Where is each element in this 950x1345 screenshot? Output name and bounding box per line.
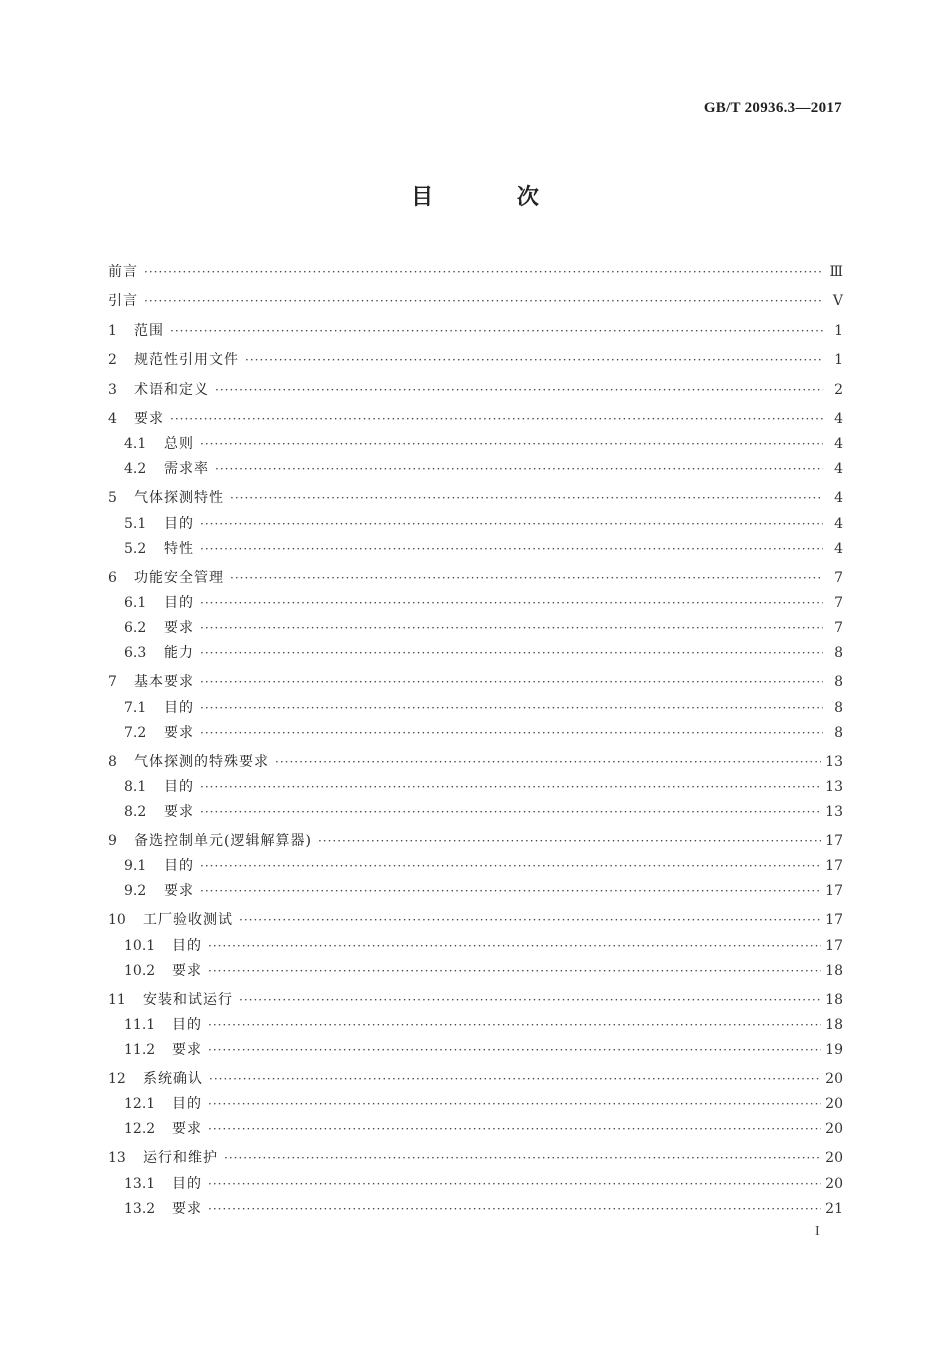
- toc-entry-label: 目的: [164, 778, 194, 795]
- toc-entry-page: 17: [825, 937, 843, 954]
- toc-entry-label: 目的: [172, 1096, 202, 1113]
- dot-leader: [200, 514, 823, 534]
- toc-entry-number: 1: [108, 322, 117, 339]
- toc-entry-page: 8: [834, 724, 843, 741]
- page-title: 目 次: [411, 185, 577, 210]
- toc-entry-label: 要求: [164, 724, 194, 741]
- toc-entry-label: 前言: [108, 264, 138, 280]
- toc-entry-page: 17: [825, 912, 843, 929]
- toc-entry-number: 13.2: [124, 1200, 156, 1217]
- toc-entry[interactable]: [108, 698, 843, 723]
- toc-entry[interactable]: [108, 1174, 843, 1199]
- toc-entry-number: 4: [108, 410, 117, 427]
- toc-entry-number: 6.2: [124, 620, 147, 637]
- toc-entry-number: 2: [108, 352, 117, 369]
- toc-entry-label: 范围: [134, 322, 164, 339]
- toc-entry-number: 7.2: [124, 724, 147, 741]
- dot-leader: [200, 672, 823, 692]
- toc-entry-number: 8.1: [124, 778, 147, 795]
- dot-leader: [239, 990, 821, 1010]
- toc-entry[interactable]: [108, 961, 843, 986]
- toc-entry[interactable]: [108, 317, 843, 346]
- toc-entry-label: 引言: [108, 293, 138, 310]
- dot-leader: [200, 856, 821, 876]
- toc-entry-number: 8.2: [124, 803, 147, 820]
- toc-entry-page: 13: [825, 803, 843, 820]
- dot-leader: [208, 961, 821, 981]
- toc-entry[interactable]: [108, 986, 843, 1015]
- toc-entry[interactable]: [108, 802, 843, 827]
- toc-entry[interactable]: [108, 1119, 843, 1144]
- toc-entry-label: 总则: [164, 436, 194, 453]
- toc-entry[interactable]: [108, 881, 843, 906]
- toc-entry-label: 运行和维护: [143, 1150, 218, 1167]
- toc-entry[interactable]: [108, 723, 843, 748]
- toc-entry-label: 备选控制单元(逻辑解算器): [134, 832, 312, 849]
- toc-entry-page: 17: [825, 883, 843, 900]
- toc-entry-number: 6.1: [124, 595, 147, 612]
- toc-entry-page: 4: [834, 410, 843, 427]
- toc-entry-number: 11.2: [124, 1042, 156, 1059]
- toc-entry-page: 4: [834, 461, 843, 478]
- toc-entry-number: 9.2: [124, 883, 147, 900]
- toc-entry[interactable]: [108, 539, 843, 564]
- toc-entry[interactable]: [108, 346, 843, 375]
- toc-entry-label: 基本要求: [134, 674, 194, 691]
- toc-entry-page: 19: [825, 1042, 843, 1059]
- toc-entry-label: 目的: [164, 595, 194, 612]
- toc-entry-page: 1: [834, 352, 843, 369]
- dot-leader: [200, 593, 823, 613]
- toc-entry-label: 系统确认: [143, 1071, 203, 1088]
- toc-entry-number: 11: [108, 991, 126, 1008]
- toc-entry-page: 20: [825, 1096, 843, 1113]
- dot-leader: [144, 291, 823, 311]
- toc-entry-page: 8: [834, 674, 843, 691]
- toc-entry-number: 13.1: [124, 1175, 156, 1192]
- toc-entry-number: 3: [108, 381, 117, 398]
- toc-entry[interactable]: [108, 484, 843, 513]
- toc-entry-label: 能力: [164, 645, 194, 662]
- toc-entry-page: 8: [834, 645, 843, 662]
- toc-entry-page: 8: [834, 699, 843, 716]
- dot-leader: [215, 380, 823, 400]
- toc-entry-page: 17: [825, 832, 843, 849]
- dot-leader: [200, 777, 821, 797]
- toc-entry-number: 12: [108, 1071, 126, 1088]
- dot-leader: [239, 910, 821, 930]
- toc-entry[interactable]: [108, 1199, 843, 1224]
- toc-entry-page: 18: [825, 1017, 843, 1034]
- toc-entry-label: 目的: [164, 515, 194, 532]
- toc-entry-label: 工厂验收测试: [143, 912, 233, 929]
- toc-entry-number: 8: [108, 753, 117, 770]
- toc-entry-number: 6.3: [124, 645, 147, 662]
- toc-entry-page: 4: [834, 515, 843, 532]
- toc-entry-page: 18: [825, 991, 843, 1008]
- toc-entry-number: 10.1: [124, 937, 156, 954]
- toc-entry[interactable]: [108, 936, 843, 961]
- toc-entry-label: 要求: [164, 883, 194, 900]
- dot-leader: [170, 409, 823, 429]
- toc-entry-page: 7: [834, 620, 843, 637]
- dot-leader: [170, 321, 823, 341]
- toc-entry-label: 需求率: [164, 461, 209, 478]
- toc-entry-label: 目的: [164, 699, 194, 716]
- dot-leader: [318, 831, 821, 851]
- toc-entry[interactable]: [108, 827, 843, 856]
- toc-entry-page: 17: [825, 858, 843, 875]
- toc-entry[interactable]: [108, 668, 843, 697]
- toc-entry-number: 7: [108, 674, 117, 691]
- dot-leader: [208, 1119, 821, 1139]
- toc-entry-label: 要求: [172, 1200, 202, 1217]
- toc-entry-number: 4.2: [124, 461, 147, 478]
- toc-entry-page: 20: [825, 1121, 843, 1138]
- toc-entry-number: 5.2: [124, 540, 147, 557]
- dot-leader: [200, 618, 823, 638]
- toc-entry[interactable]: [108, 1040, 843, 1065]
- toc-entry-page: Ⅲ: [829, 264, 843, 280]
- dot-leader: [208, 936, 821, 956]
- page-number: I: [815, 1224, 820, 1239]
- toc-entry[interactable]: [108, 777, 843, 802]
- dot-leader: [230, 488, 823, 508]
- toc-entry[interactable]: [108, 643, 843, 668]
- toc-entry[interactable]: [108, 593, 843, 618]
- toc-entry-label: 目的: [164, 858, 194, 875]
- dot-leader: [200, 802, 821, 822]
- dot-leader: [208, 1199, 821, 1219]
- toc-entry-page: 20: [825, 1175, 843, 1192]
- toc-entry[interactable]: [108, 459, 843, 484]
- toc-entry-label: 要求: [164, 620, 194, 637]
- toc-entry-label: 气体探测的特殊要求: [134, 753, 269, 770]
- dot-leader: [144, 262, 823, 282]
- toc-entry-page: 13: [825, 753, 843, 770]
- toc-entry-page: 20: [825, 1150, 843, 1167]
- dot-leader: [200, 434, 823, 454]
- toc-entry-page: 18: [825, 962, 843, 979]
- dot-leader: [200, 723, 823, 743]
- toc-entry[interactable]: [108, 748, 843, 777]
- toc-entry-number: 6: [108, 569, 117, 586]
- toc-entry[interactable]: [108, 376, 843, 405]
- toc-entry-page: 4: [834, 436, 843, 453]
- toc-entry-number: 12.2: [124, 1121, 156, 1138]
- toc-entry-page: 7: [834, 569, 843, 586]
- toc-entry-number: 9: [108, 832, 117, 849]
- toc-entry-label: 目的: [172, 1017, 202, 1034]
- toc-entry-page: 4: [834, 540, 843, 557]
- toc-entry-number: 9.1: [124, 858, 147, 875]
- toc-entry-label: 功能安全管理: [134, 569, 224, 586]
- toc-entry[interactable]: [108, 1015, 843, 1040]
- toc-entry-page: Ⅴ: [832, 293, 843, 310]
- toc-entry-page: 13: [825, 778, 843, 795]
- dot-leader: [200, 698, 823, 718]
- toc-entry-label: 目的: [172, 1175, 202, 1192]
- dot-leader: [208, 1015, 821, 1035]
- toc-entry-number: 10: [108, 912, 126, 929]
- toc-entry[interactable]: [108, 258, 843, 287]
- toc-entry-label: 要求: [172, 1042, 202, 1059]
- toc-entry[interactable]: [108, 564, 843, 593]
- dot-leader: [208, 1174, 821, 1194]
- document-code: GB/T 20936.3—2017: [703, 100, 842, 116]
- toc-entry-page: 7: [834, 595, 843, 612]
- toc-entry-number: 5.1: [124, 515, 147, 532]
- dot-leader: [208, 1094, 821, 1114]
- toc-entry-label: 安装和试运行: [143, 991, 233, 1008]
- dot-leader: [245, 350, 823, 370]
- toc-entry-label: 特性: [164, 540, 194, 557]
- toc-entry[interactable]: [108, 1094, 843, 1119]
- toc-entry[interactable]: [108, 514, 843, 539]
- dot-leader: [200, 539, 823, 559]
- dot-leader: [275, 752, 821, 772]
- toc-entry-label: 规范性引用文件: [134, 352, 239, 369]
- toc-entry[interactable]: [108, 1144, 843, 1173]
- toc-entry-label: 要求: [164, 803, 194, 820]
- toc-entry-label: 目的: [172, 937, 202, 954]
- table-of-contents: [108, 258, 843, 1224]
- toc-entry[interactable]: [108, 405, 843, 434]
- toc-entry[interactable]: [108, 434, 843, 459]
- dot-leader: [200, 643, 823, 663]
- dot-leader: [200, 881, 821, 901]
- toc-entry[interactable]: [108, 906, 843, 935]
- toc-entry-page: 21: [825, 1200, 843, 1217]
- toc-entry-label: 气体探测特性: [134, 490, 224, 507]
- dot-leader: [230, 568, 823, 588]
- dot-leader: [208, 1040, 821, 1060]
- toc-entry-number: 12.1: [124, 1096, 156, 1113]
- toc-entry-label: 要求: [134, 410, 164, 427]
- toc-entry-number: 13: [108, 1150, 126, 1167]
- dot-leader: [224, 1148, 821, 1168]
- toc-entry-page: 20: [825, 1071, 843, 1088]
- toc-entry[interactable]: [108, 287, 843, 316]
- toc-entry[interactable]: [108, 856, 843, 881]
- toc-entry[interactable]: [108, 618, 843, 643]
- dot-leader: [209, 1069, 821, 1089]
- toc-entry-label: 要求: [172, 1121, 202, 1138]
- toc-entry-number: 11.1: [124, 1017, 156, 1034]
- toc-entry-number: 10.2: [124, 962, 156, 979]
- toc-entry-label: 术语和定义: [134, 381, 209, 398]
- toc-entry-number: 4.1: [124, 436, 147, 453]
- toc-entry-page: 4: [834, 490, 843, 507]
- toc-entry-label: 要求: [172, 962, 202, 979]
- toc-entry-number: 7.1: [124, 699, 147, 716]
- dot-leader: [215, 459, 823, 479]
- toc-entry-number: 5: [108, 490, 117, 507]
- toc-entry-page: 2: [834, 381, 843, 398]
- toc-entry-page: 1: [834, 322, 843, 339]
- toc-entry[interactable]: [108, 1065, 843, 1094]
